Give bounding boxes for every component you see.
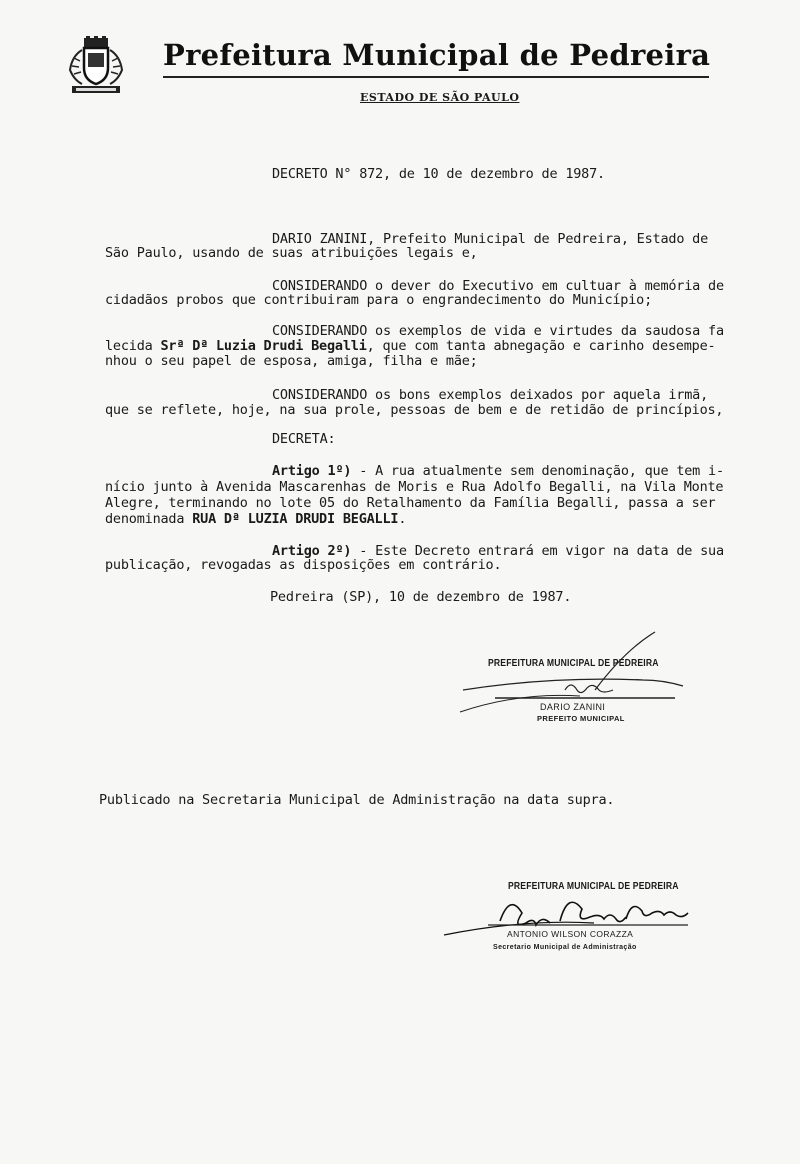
decree-heading: DECRETO N° 872, de 10 de dezembro de 1987. <box>272 166 605 182</box>
mayor-name: DARIO ZANINI <box>272 231 368 247</box>
place-date: Pedreira (SP), 10 de dezembro de 1987. <box>270 589 572 605</box>
coat-of-arms-icon <box>66 36 126 96</box>
signature-2-stamp: PREFEITURA MUNICIPAL DE PEDREIRA <box>508 880 679 892</box>
decreta-label: DECRETA: <box>272 431 336 447</box>
paragraph-3-line-1: CONSIDERANDO os exemplos de vida e virtudes da saudosa fa <box>272 323 724 339</box>
article-1-line-4: denominada RUA Dª LUZIA DRUDI BEGALLI. <box>105 511 407 527</box>
honoree-name: Srª Dª Luzia Drudi Begalli <box>160 338 367 354</box>
article-1-label: Artigo 1º) <box>272 463 352 479</box>
paragraph-3-line-3: nhou o seu papel de esposa, amiga, filha e mãe; <box>105 353 478 369</box>
paragraph-2-line-2: cidadãos probos que contribuiram para o engrandecimento do Município; <box>105 292 653 308</box>
page-title: Prefeitura Municipal de Pedreira <box>163 38 711 72</box>
article-1-line-2: nício junto à Avenida Mascarenhas de Moris e Rua Adolfo Begalli, na Vila Monte <box>105 479 724 495</box>
signature-1-name: DARIO ZANINI <box>540 702 606 712</box>
header-rule <box>163 76 709 78</box>
paragraph-4-line-2: que se reflete, hoje, na sua prole, pessoas de bem e de retidão de princípios, <box>105 402 724 418</box>
article-1-line-3: Alegre, terminando no lote 05 do Retalhamento da Família Begalli, passa a ser <box>105 495 716 511</box>
signature-1-stamp: PREFEITURA MUNICIPAL DE PEDREIRA <box>488 657 659 669</box>
state-subtitle: ESTADO DE SÃO PAULO <box>360 91 520 104</box>
paragraph-1-line-1: DARIO ZANINI, Prefeito Municipal de Pedreira, Estado de <box>272 231 709 247</box>
article-2-label: Artigo 2º) <box>272 543 352 559</box>
signature-1-role: PREFEITO MUNICIPAL <box>537 714 625 723</box>
paragraph-2-line-1: CONSIDERANDO o dever do Executivo em cultuar à memória de <box>272 278 724 294</box>
signature-2-name: ANTONIO WILSON CORAZZA <box>507 929 634 939</box>
street-name: RUA Dª LUZIA DRUDI BEGALLI <box>192 511 399 527</box>
publication-note: Publicado na Secretaria Municipal de Administração na data supra. <box>99 792 615 808</box>
paragraph-4-line-1: CONSIDERANDO os bons exemplos deixados por aquela irmã, <box>272 387 709 403</box>
paragraph-1-line-2: São Paulo, usando de suas atribuições legais e, <box>105 245 478 261</box>
article-1-line-1: Artigo 1º) - A rua atualmente sem denominação, que tem i- <box>272 463 724 479</box>
signature-2-role: Secretario Municipal de Administração <box>493 944 637 951</box>
article-2-line-1: Artigo 2º) - Este Decreto entrará em vigor na data de sua <box>272 543 724 559</box>
paragraph-3-line-2: lecida Srª Dª Luzia Drudi Begalli, que com tanta abnegação e carinho desempe- <box>105 338 716 354</box>
article-2-line-2: publicação, revogadas as disposições em contrário. <box>105 557 502 573</box>
